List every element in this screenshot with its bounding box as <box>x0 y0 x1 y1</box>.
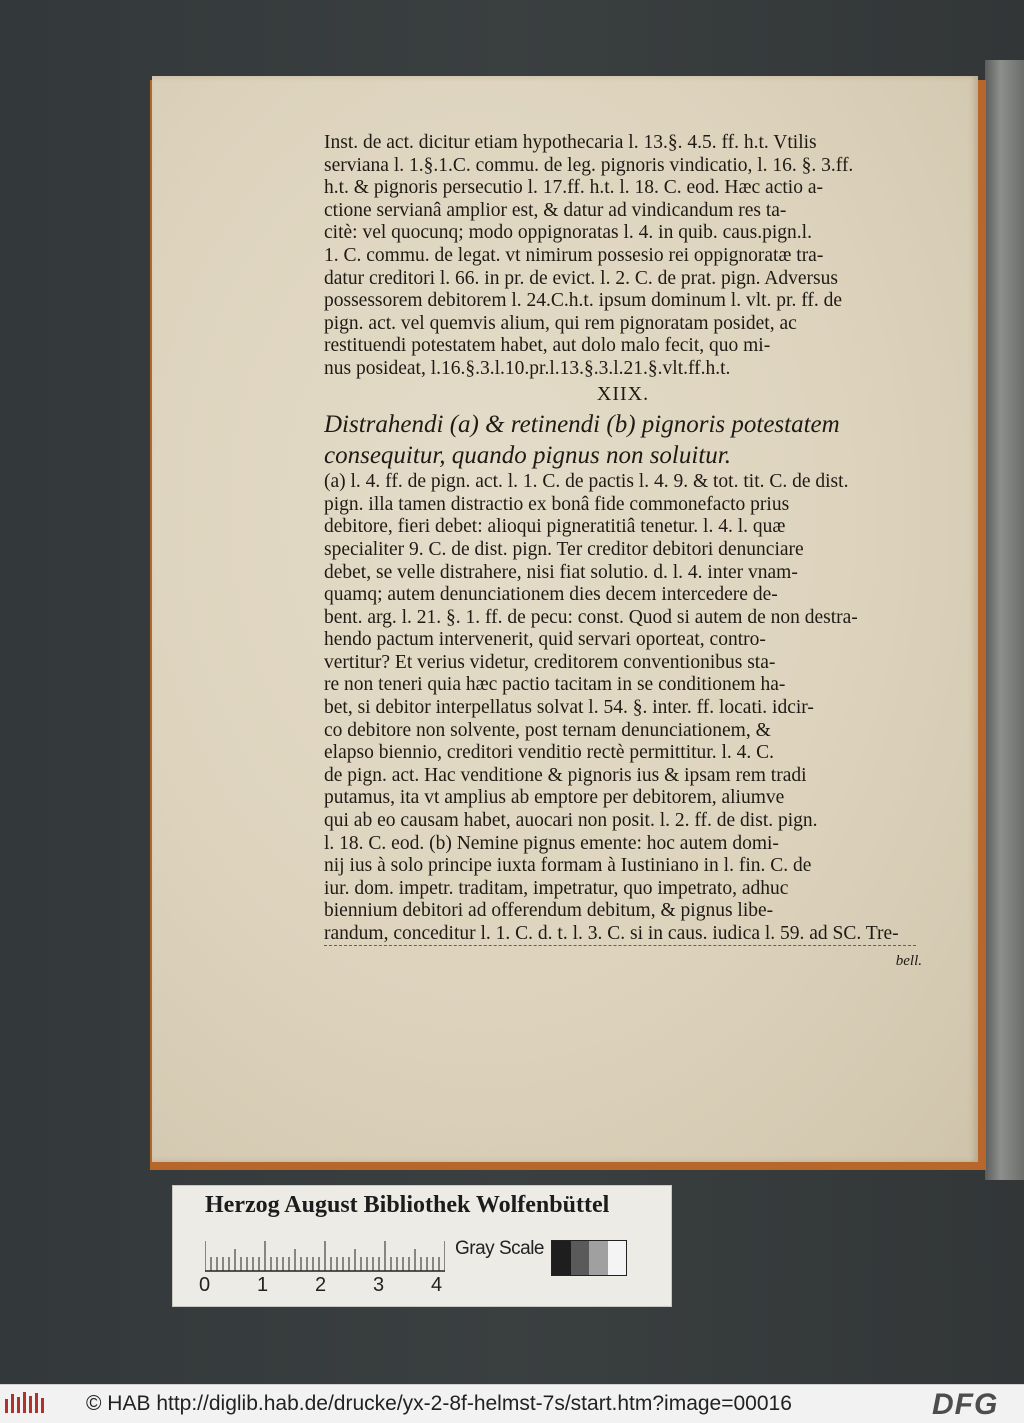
copyright-link[interactable]: © HAB http://diglib.hab.de/drucke/yx-2-8f-helmst-7s/start.htm?image=00016 <box>86 1392 792 1415</box>
gray-swatch <box>589 1241 608 1275</box>
text-line: ctione servianâ amplior est, & datur ad vindicandum res ta- <box>324 199 787 221</box>
text-line: pign. act. vel quemvis alium, qui rem pignoratam posidet, ac <box>324 312 797 334</box>
text-line: citè: vel quocunq; modo oppignoratas l. 4. in quib. caus.pign.l. <box>324 222 812 244</box>
library-name: Herzog August Bibliothek Wolfenbüttel <box>205 1192 610 1218</box>
text-line: restituendi potestatem habet, aut dolo malo fecit, quo mi- <box>324 335 771 357</box>
text-line: consequitur, quando pignus non soluitur. <box>324 442 731 470</box>
text-line: de pign. act. Hac venditione & pignoris ius & ipsam rem tradi <box>324 764 807 786</box>
ruler-number: 1 <box>257 1274 269 1296</box>
text-line: l. 18. C. eod. (b) Nemine pignus emente: hoc autem domi- <box>324 832 779 854</box>
catchword: bell. <box>895 952 922 969</box>
hab-logo-icon <box>4 1391 50 1417</box>
text-line: Inst. de act. dicitur etiam hypothecaria l. 13.§. 4.5. ff. h.t. Vtilis <box>324 132 817 153</box>
ruler-number: 2 <box>315 1274 327 1296</box>
text-line: quamq; autem denunciationem dies decem intercedere de- <box>324 584 778 606</box>
section-rubric <box>324 409 922 471</box>
text-line: nus posideat, l.16.§.3.l.10.pr.l.13.§.3.l.21.§.vlt.ff.h.t. <box>324 357 731 379</box>
paragraph-lower <box>324 471 922 945</box>
text-line: iur. dom. impetr. traditam, impetratur, quo impetrato, adhuc <box>324 877 789 899</box>
text-line: specialiter 9. C. de dist. pign. Ter creditor debitori denunciare <box>324 538 804 560</box>
text-line: hendo pactum intervenerit, quid servari oporteat, contro- <box>324 629 766 651</box>
text-line: (a) l. 4. ff. de pign. act. l. 1. C. de pactis l. 4. 9. & tot. tit. C. de dist. <box>324 471 849 493</box>
text-line: pign. illa tamen distractio ex bonâ fide commonefacto prius <box>324 493 790 515</box>
paragraph-upper <box>324 132 922 381</box>
color-calibration-card <box>172 1185 672 1307</box>
text-line: elapso biennio, creditori venditio rectè permittitur. l. 4. C. <box>324 742 775 764</box>
section-heading: XIIX. <box>596 382 650 405</box>
viewer-footer <box>0 1384 1024 1423</box>
text-line: debitore, fieri debet: alioqui pigneratitiâ tenetur. l. 4. l. quæ <box>324 516 786 538</box>
book-edge <box>985 60 1024 1180</box>
text-line: debet, se velle distrahere, nisi fiat solutio. d. l. 4. inter vnam- <box>324 561 798 583</box>
text-line: bent. arg. l. 21. §. 1. ff. de pecu: const. Quod si autem de non destra- <box>324 606 858 628</box>
text-line: qui ab eo causam habet, auocari non posit. l. 2. ff. de dist. pign. <box>324 810 818 832</box>
text-line: serviana l. 1.§.1.C. commu. de leg. pignoris vindicatio, l. 16. §. 3.ff. <box>324 154 854 176</box>
text-line: vertitur? Et verius videtur, creditorem conventionibus sta- <box>324 651 776 673</box>
text-line: biennium debitori ad offerendum debitum, & pignus libe- <box>324 900 774 922</box>
text-line: datur creditori l. 66. in pr. de evict. l. 2. C. de prat. pign. Adversus <box>324 267 838 289</box>
text-line: Distrahendi (a) & retinendi (b) pignoris potestatem <box>324 411 840 439</box>
gray-swatch <box>552 1241 571 1275</box>
gray-scale-swatches <box>551 1240 627 1276</box>
text-line: nij ius à solo principe iuxta formam à Iustiniano in l. fin. C. de <box>324 855 812 877</box>
text-line: putamus, ita vt amplius ab emptore per debitorem, aliumve <box>324 787 785 809</box>
text-line: randum, conceditur l. 1. C. d. t. l. 3. C. si in caus. iudica l. 59. ad SC. Tre- <box>324 923 899 944</box>
gray-scale-label: Gray Scale <box>455 1238 544 1259</box>
gray-swatch <box>608 1241 627 1275</box>
ruler-number: 0 <box>199 1274 211 1296</box>
ruler-numbers <box>199 1274 459 1300</box>
text-line: co debitore non solvente, post ternam denunciationem, & <box>324 719 771 741</box>
page-text <box>324 132 922 972</box>
text-line: 1. C. commu. de legat. vt nimirum possesio rei oppignoratæ tra- <box>324 244 824 266</box>
text-line: re non teneri quia hæc pactio tacitam in se conditionem ha- <box>324 674 786 696</box>
ruler-number: 3 <box>373 1274 385 1296</box>
ruler-number: 4 <box>431 1274 443 1296</box>
dfg-logo: DFG <box>932 1388 999 1421</box>
text-line: h.t. & pignoris persecutio l. 17.ff. h.t. l. 18. C. eod. Hæc actio a- <box>324 177 823 199</box>
ruler-scale <box>205 1238 445 1272</box>
gray-swatch <box>571 1241 590 1275</box>
text-line: bet, si debitor interpellatus solvat l. 54. §. inter. ff. locati. idcir- <box>324 697 814 719</box>
text-line: possessorem debitorem l. 24.C.h.t. ipsum dominum l. vlt. pr. ff. de <box>324 290 842 312</box>
